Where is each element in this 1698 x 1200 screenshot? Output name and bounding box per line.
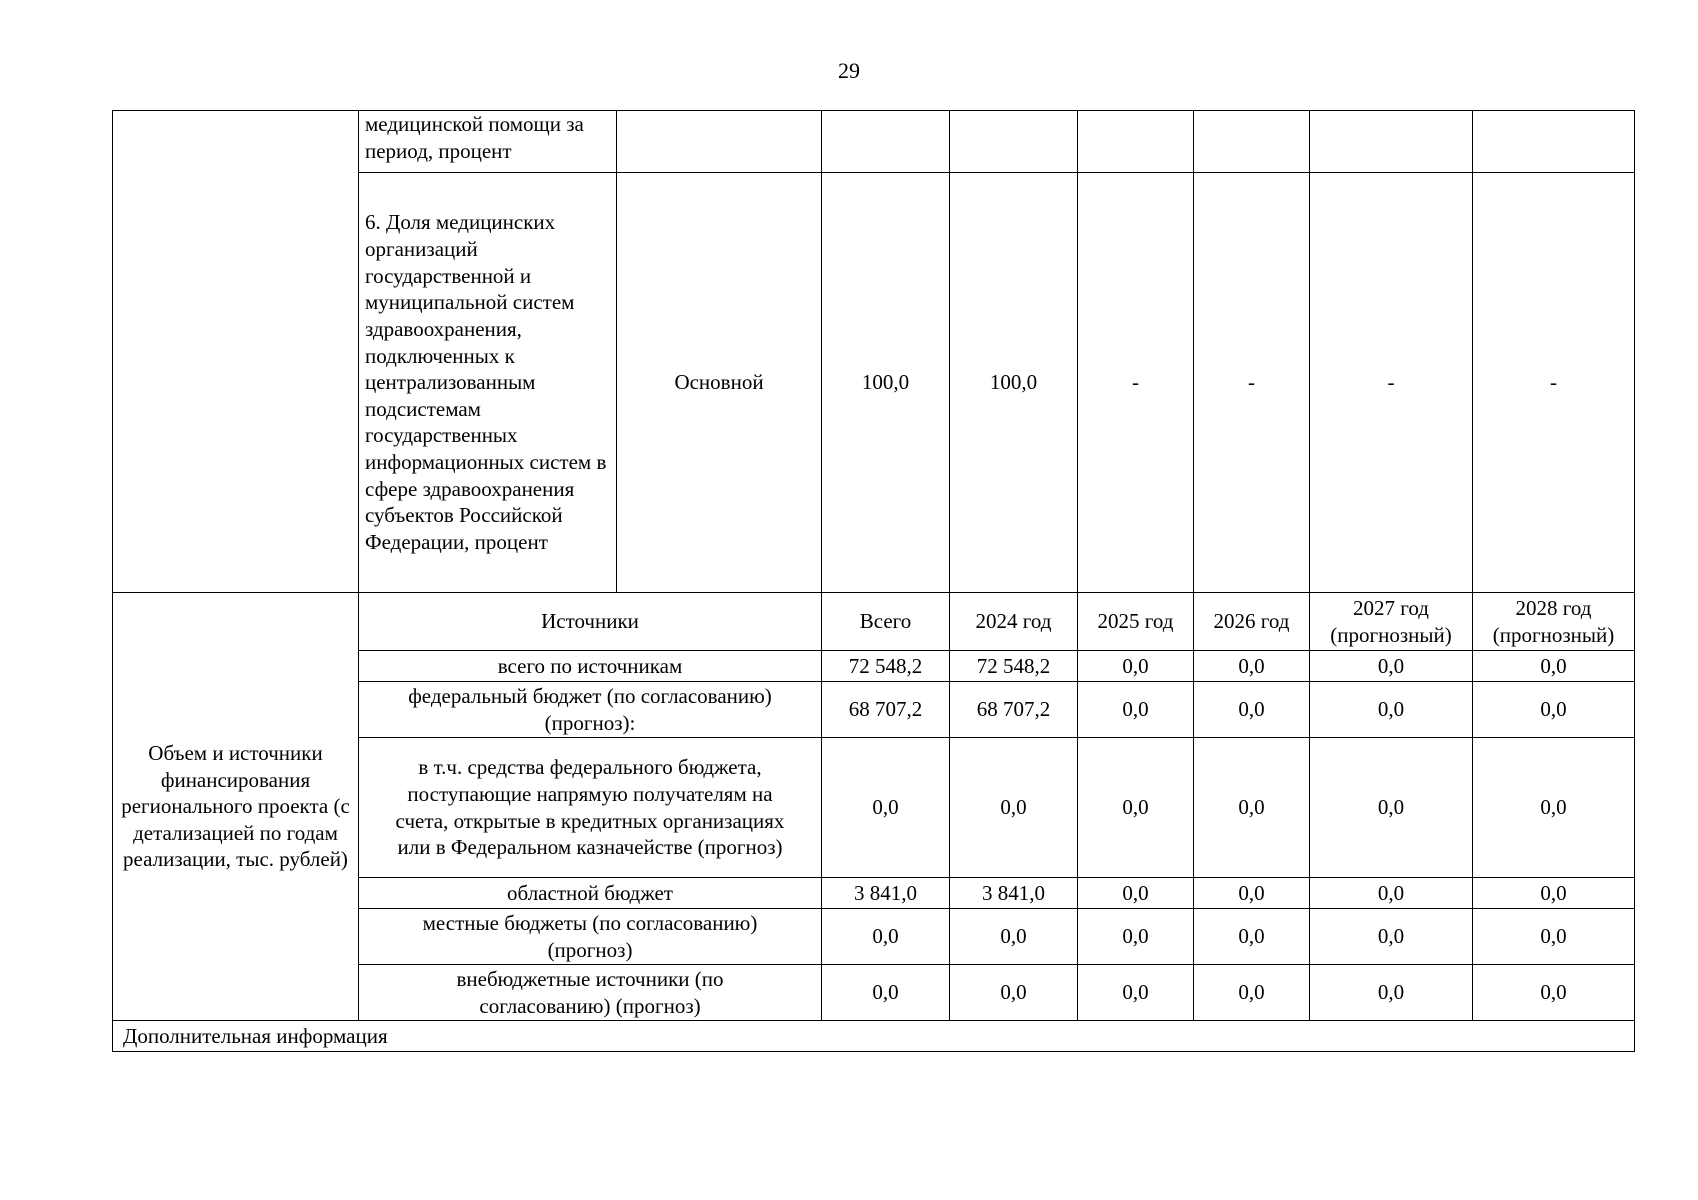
finance-value: 0,0 [1310, 682, 1473, 738]
finance-value: 0,0 [950, 738, 1078, 878]
indicator-value: - [1473, 173, 1635, 593]
indicator-value: - [1310, 173, 1473, 593]
finance-value: 0,0 [1078, 878, 1194, 909]
finance-value: 3 841,0 [822, 878, 950, 909]
finance-row-label: местные бюджеты (по согласованию) (прогноз) [359, 909, 822, 965]
additional-info-row [113, 1021, 1635, 1052]
indicator-value: - [1194, 173, 1310, 593]
finance-row-label: в т.ч. средства федерального бюджета, поступающие напрямую получателям на счета, открытые в кредитных организациях или в Федеральном казначействе (прогноз) [359, 738, 822, 878]
indicator-value [822, 111, 950, 173]
finance-value: 0,0 [1078, 682, 1194, 738]
finance-value: 0,0 [1194, 738, 1310, 878]
finance-value: 0,0 [1310, 651, 1473, 682]
finance-value: 0,0 [1473, 651, 1635, 682]
finance-value: 0,0 [1310, 738, 1473, 878]
finance-value: 0,0 [1473, 909, 1635, 965]
finance-section-label: Объем и источники финансирования регионального проекта (с детализацией по годам реализации, тыс. рублей) [113, 593, 359, 1021]
header-2028: 2028 год (прогнозный) [1473, 593, 1635, 651]
project-passport-table [112, 110, 1635, 1052]
finance-value: 0,0 [822, 909, 950, 965]
finance-value: 68 707,2 [822, 682, 950, 738]
finance-value: 0,0 [1194, 651, 1310, 682]
finance-row-label: областной бюджет [359, 878, 822, 909]
finance-value: 0,0 [1194, 878, 1310, 909]
finance-value: 0,0 [1310, 965, 1473, 1021]
finance-value: 0,0 [1194, 682, 1310, 738]
finance-value: 3 841,0 [950, 878, 1078, 909]
indicator-type [617, 111, 822, 173]
finance-value: 0,0 [1078, 651, 1194, 682]
finance-value: 0,0 [1473, 878, 1635, 909]
indicator-value [1473, 111, 1635, 173]
indicator-value [1078, 111, 1194, 173]
indicator-name: медицинской помощи за период, процент [359, 111, 617, 173]
indicator-value: 100,0 [950, 173, 1078, 593]
finance-value: 0,0 [950, 909, 1078, 965]
header-total: Всего [822, 593, 950, 651]
finance-value: 0,0 [1078, 738, 1194, 878]
page-number: 29 [838, 58, 860, 83]
header-2025: 2025 год [1078, 593, 1194, 651]
finance-value: 0,0 [1473, 965, 1635, 1021]
finance-value: 0,0 [1078, 909, 1194, 965]
indicator-value: - [1078, 173, 1194, 593]
indicator-value [1194, 111, 1310, 173]
finance-value: 0,0 [1310, 909, 1473, 965]
header-2026: 2026 год [1194, 593, 1310, 651]
header-2024: 2024 год [950, 593, 1078, 651]
finance-row-label: внебюджетные источники (по согласованию) (прогноз) [359, 965, 822, 1021]
indicator-row [113, 111, 1635, 173]
finance-value: 0,0 [950, 965, 1078, 1021]
additional-info: Дополнительная информация [113, 1021, 1635, 1052]
finance-value: 72 548,2 [822, 651, 950, 682]
header-sources: Источники [359, 593, 822, 651]
header-2027: 2027 год (прогнозный) [1310, 593, 1473, 651]
finance-value: 0,0 [1473, 738, 1635, 878]
indicator-name: 6. Доля медицинских организаций государственной и муниципальной систем здравоохранения, подключенных к централизованным подсистемам государственных информационных систем в сфере здравоохранения субъектов Российской Федерации, процент [359, 173, 617, 593]
empty-label-cell [113, 111, 359, 593]
indicator-value: 100,0 [822, 173, 950, 593]
finance-value: 0,0 [1194, 909, 1310, 965]
finance-value: 72 548,2 [950, 651, 1078, 682]
finance-value: 0,0 [1194, 965, 1310, 1021]
finance-row-label: федеральный бюджет (по согласованию) (прогноз): [359, 682, 822, 738]
finance-value: 0,0 [1473, 682, 1635, 738]
finance-value: 0,0 [1310, 878, 1473, 909]
finance-value: 0,0 [822, 738, 950, 878]
indicator-value [1310, 111, 1473, 173]
finance-row-label: всего по источникам [359, 651, 822, 682]
finance-value: 68 707,2 [950, 682, 1078, 738]
finance-header-row [113, 593, 1635, 651]
indicator-value [950, 111, 1078, 173]
indicator-type: Основной [617, 173, 822, 593]
finance-value: 0,0 [1078, 965, 1194, 1021]
finance-value: 0,0 [822, 965, 950, 1021]
